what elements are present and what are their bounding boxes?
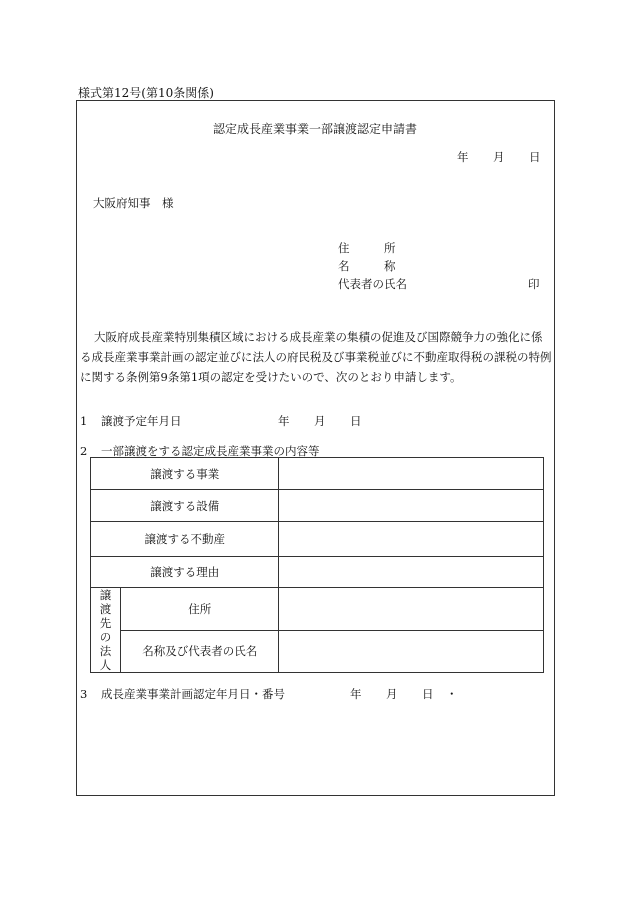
transfer-details-table [90,457,544,673]
table-row [91,490,544,522]
form-number-label: 様式第12号(第10条関係) [78,86,214,100]
transferee-address-value-cell[interactable] [279,588,544,631]
day-label: 日 [529,150,541,164]
business-value-cell[interactable] [279,458,544,490]
item-3-separator: ・ [446,687,458,701]
item-2-number: 2 [80,444,88,458]
row-label-transferee-address: 住所 [121,588,279,631]
row-label-business: 譲渡する事業 [91,458,279,490]
table-row [91,630,544,673]
item-3-year: 年 [350,687,362,701]
year-label: 年 [457,150,469,164]
row-label-real-estate: 譲渡する不動産 [91,522,279,557]
item-3 [80,686,285,702]
item-2-label: 一部譲渡をする認定成長産業事業の内容等 [100,444,320,458]
applicant-name-label: 名 称 [338,259,396,273]
transferee-name-value-cell[interactable] [279,630,544,673]
table-row [91,458,544,490]
table-row [91,588,544,631]
item-1-month: 月 [314,414,326,428]
application-statement: 大阪府成長産業特別集積区域における成長産業の集積の促進及び国際競争力の強化に係る成長産業事業計画の認定並びに法人の府民税及び事業税並びに不動産取得税の課税の特例に関する条例第9条第1項の認定を受けたいので、次のとおり申請します。 [80,330,552,384]
item-1 [80,413,181,429]
addressee: 大阪府知事 様 [93,196,174,210]
row-label-equipment: 譲渡する設備 [91,490,279,522]
item-3-month: 月 [386,687,398,701]
seal-mark: 印 [528,277,540,291]
item-1-day: 日 [350,414,362,428]
item-1-year: 年 [278,414,290,428]
equipment-value-cell[interactable] [279,490,544,522]
table-row [91,522,544,557]
reason-value-cell[interactable] [279,557,544,588]
item-3-day: 日 [422,687,434,701]
applicant-representative-label: 代表者の氏名 [338,277,407,291]
month-label: 月 [493,150,505,164]
document-title: 認定成長産業事業一部譲渡認定申請書 [212,122,417,136]
applicant-address-label: 住 所 [338,241,396,255]
transferee-group-label: 譲 渡 先 の 法 人 [91,588,121,673]
item-3-number: 3 [80,687,88,701]
table-row [91,557,544,588]
real-estate-value-cell[interactable] [279,522,544,557]
item-1-number: 1 [80,414,88,428]
item-1-label: 譲渡予定年月日 [100,414,182,428]
row-label-reason: 譲渡する理由 [91,557,279,588]
item-3-label: 成長産業事業計画認定年月日・番号 [100,687,285,701]
row-label-transferee-name: 名称及び代表者の氏名 [121,630,279,673]
